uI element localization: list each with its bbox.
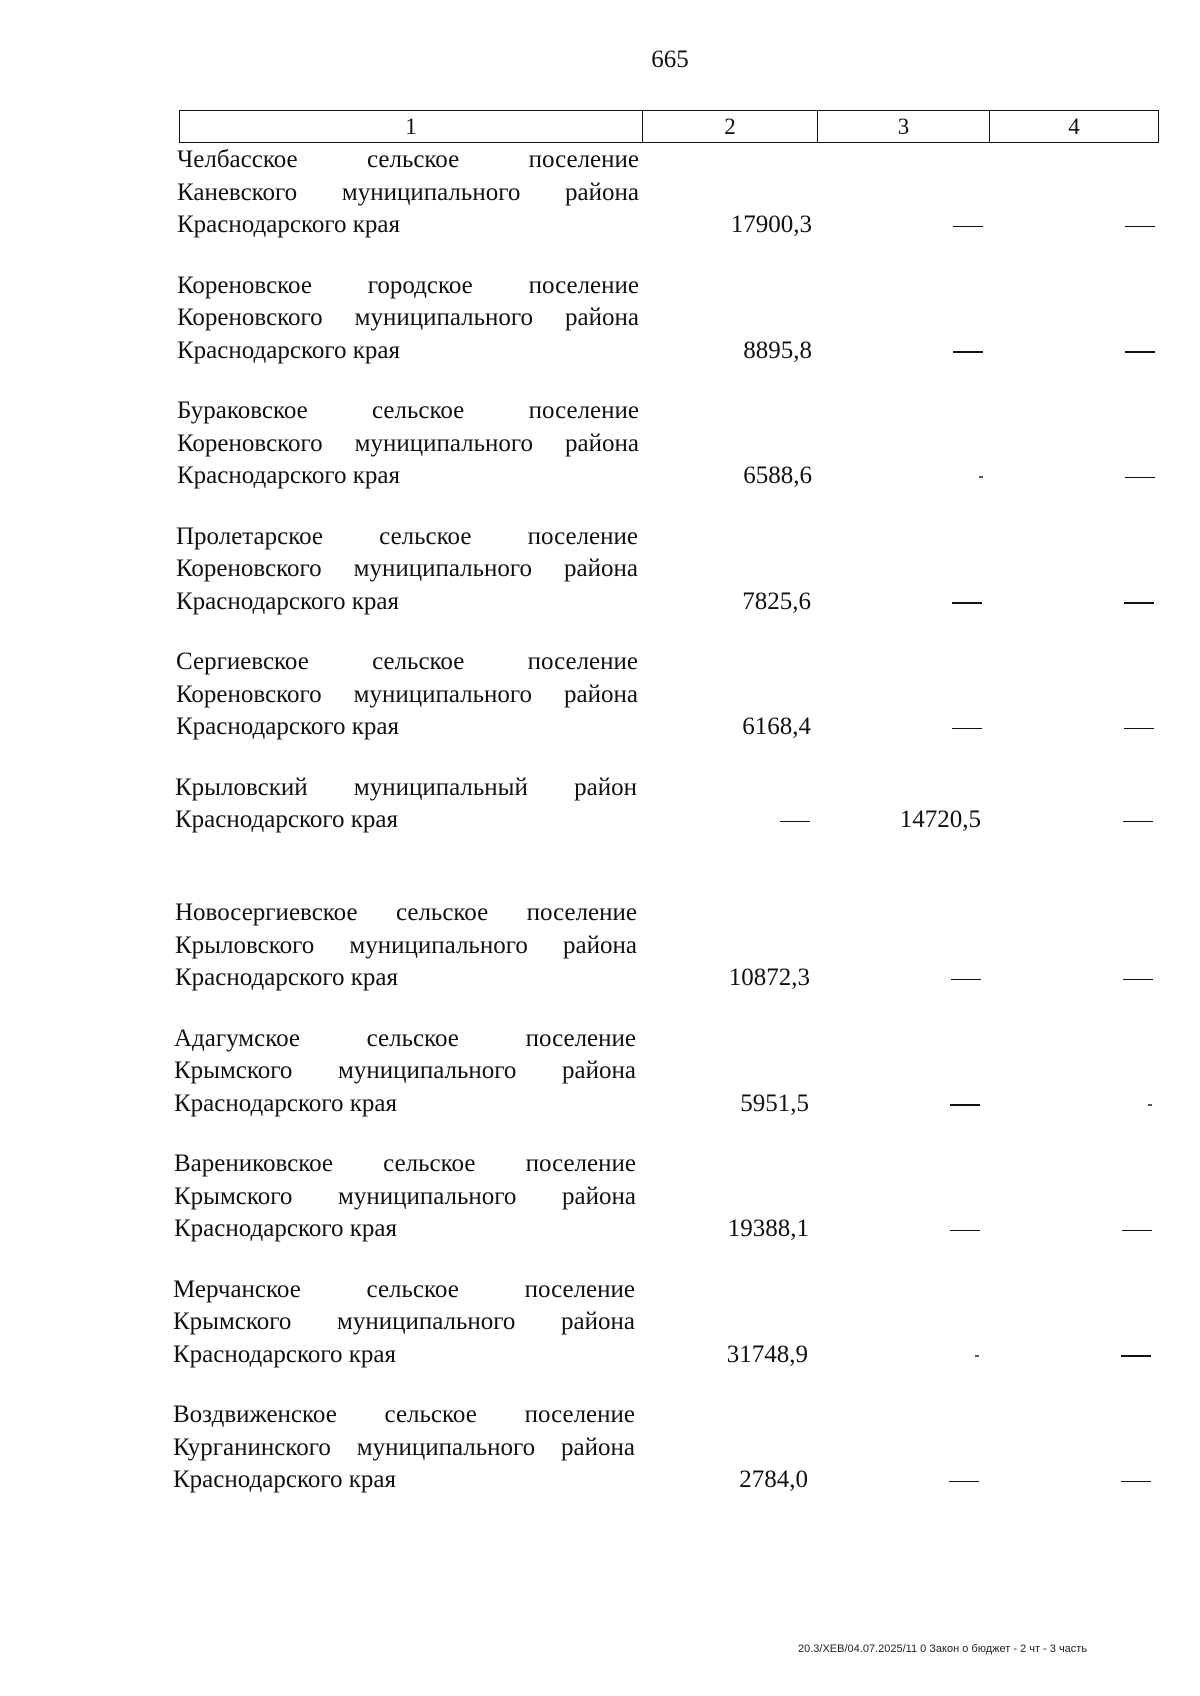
- row-value-col2: 17900,3: [730, 211, 812, 238]
- row-value-col2: [638, 804, 810, 837]
- dash-mark: [780, 821, 810, 823]
- row-name: Челбасское сельское поселение Каневского муниципального района Краснодарского края: [177, 146, 639, 238]
- row-value-col2: 7825,6: [742, 587, 811, 615]
- row-value-col3: [818, 209, 983, 242]
- row-value-col4: [987, 1088, 1152, 1121]
- row-name: Бураковское сельское поселение Кореновского муниципального района Краснодарского края: [177, 397, 639, 489]
- dash-mark: [950, 1104, 980, 1106]
- dash-mark: [1125, 351, 1155, 353]
- dash-mark: [1125, 477, 1155, 479]
- row-name: Мерчанское сельское поселение Крымского муниципального района Краснодарского края: [173, 1275, 635, 1368]
- row-value-col4: [989, 711, 1154, 744]
- row-value-col3: [817, 586, 982, 619]
- dash-mark: [1125, 226, 1155, 228]
- row-name: Воздвиженское сельское поселение Курганинского муниципального района Краснодарского края: [173, 1401, 635, 1493]
- row-value-col3: [816, 962, 981, 995]
- dash-mark: [1122, 1230, 1152, 1232]
- dash-mark: [949, 1481, 979, 1483]
- row-name: Крыловский муниципальный район Краснодарского края: [175, 773, 637, 833]
- row-value-col4: [990, 460, 1155, 493]
- row-value-col3: [815, 1088, 980, 1121]
- header-cell-4: 4: [1068, 113, 1080, 139]
- row-value-col4: [986, 1464, 1151, 1497]
- row-name: Кореновское городское поселение Кореновского муниципального района Краснодарского края: [177, 271, 639, 364]
- row-value-col2: 8895,8: [743, 336, 812, 364]
- dash-mark: [953, 351, 983, 353]
- dot-mark: [975, 1355, 979, 1357]
- document-footer: 20.3/ХЕВ/04.07.2025/11 0 Закон о бюджет - 2 чт - 3 часть: [798, 1643, 1088, 1655]
- dash-mark: [953, 226, 983, 228]
- dash-mark: [1121, 1481, 1151, 1483]
- row-name: Сергиевское сельское поселение Кореновского муниципального района Краснодарского края: [176, 648, 638, 740]
- row-value-col4: [988, 962, 1153, 995]
- row-value-col3: [814, 1339, 979, 1372]
- row-value-col3: [817, 711, 982, 744]
- table-header: [179, 110, 1159, 143]
- row-name: Адагумское сельское поселение Крымского муниципального района Краснодарского края: [174, 1024, 636, 1117]
- dash-mark: [1123, 979, 1153, 981]
- row-value-col4: [986, 1339, 1151, 1372]
- dash-mark: [950, 1230, 980, 1232]
- row-value-col3: [818, 335, 983, 368]
- row-value-col2: 5951,5: [740, 1089, 809, 1117]
- dash-mark: [952, 602, 982, 604]
- row-value-col3: [818, 460, 983, 493]
- row-value-col2: 31748,9: [726, 1340, 808, 1368]
- row-value-col4: [989, 586, 1154, 619]
- dash-mark: [1123, 821, 1153, 823]
- dot-mark: [1148, 1104, 1152, 1106]
- row-value-col2: 10872,3: [728, 964, 810, 991]
- header-cell-2: 2: [643, 111, 818, 142]
- header-cell-1: 1: [180, 111, 643, 142]
- dash-mark: [1121, 1355, 1151, 1357]
- row-value-col2: 19388,1: [727, 1215, 809, 1242]
- row-value-col2: 2784,0: [739, 1466, 808, 1493]
- row-value-col3: 14720,5: [899, 806, 981, 833]
- row-value-col2: 6168,4: [742, 713, 811, 740]
- row-value-col4: [988, 804, 1153, 837]
- row-value-col4: [987, 1213, 1152, 1246]
- header-cell-3: 3: [818, 111, 990, 142]
- row-value-col3: [815, 1213, 980, 1246]
- dash-mark: [1124, 602, 1154, 604]
- dash-mark: [1124, 728, 1154, 730]
- row-name: Новосергиевское сельское поселение Крыловского муниципального района Краснодарского края: [175, 899, 637, 991]
- row-name: Варениковское сельское поселение Крымского муниципального района Краснодарского края: [174, 1150, 636, 1242]
- dash-mark: [952, 728, 982, 730]
- dash-mark: [951, 979, 981, 981]
- row-value-col2: 6588,6: [743, 462, 812, 489]
- row-value-col4: [990, 209, 1155, 242]
- row-value-col4: [990, 335, 1155, 368]
- page-number: 665: [651, 46, 689, 73]
- dot-mark: [979, 476, 983, 478]
- row-value-col3: [814, 1464, 979, 1497]
- row-name: Пролетарское сельское поселение Кореновского муниципального района Краснодарского края: [176, 522, 638, 615]
